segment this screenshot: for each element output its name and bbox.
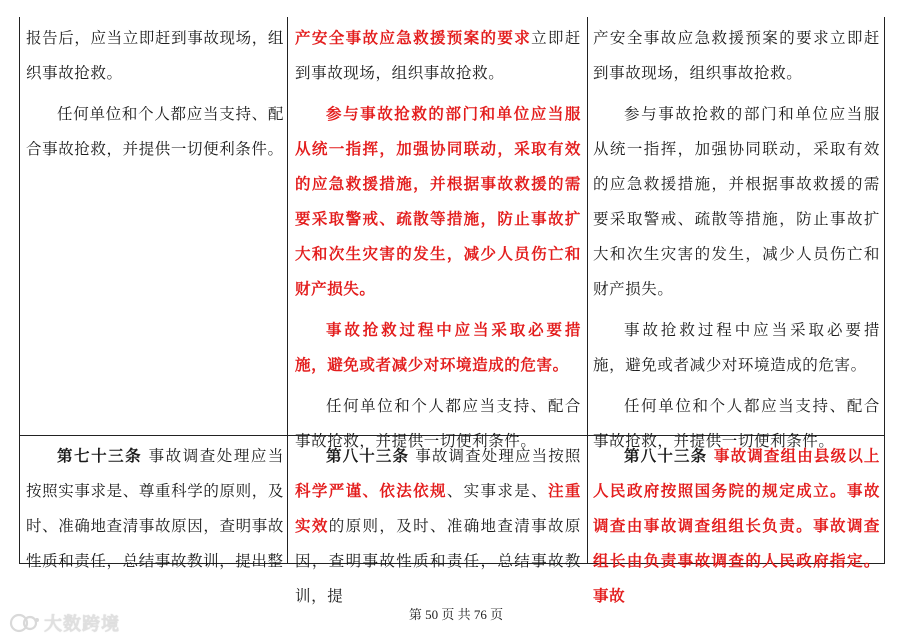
paragraph: 参与事故抢救的部门和单位应当服从统一指挥，加强协同联动，采取有效的应急救援措施，并根据事故救援的需要采取警戒、疏散等措施，防止事故扩大和次生灾害的发生，减少人员伤亡和财产损失。	[593, 105, 880, 298]
article-title: 第八十三条	[624, 447, 708, 465]
text-run: 事故调查处理应当按照实事求是、尊重科学的原则，及时、准确地查清事故原因，查明事故性质和责任，总结事故教训，提出整	[26, 447, 284, 570]
comparison-table	[19, 17, 885, 605]
amended-paragraph: 参与事故抢救的部门和单位应当服从统一指挥，加强协同联动，采取有效的应急救援措施，并根据事故救援的需要采取警戒、疏散等措施，防止事故扩大和次生灾害的发生，减少人员伤亡和财产损失。	[295, 105, 581, 298]
text-run: 的原则，及时、准确地查清事故原因，查明事故性质和责任，总结事故教训，提	[295, 517, 581, 605]
cell-r1-c2	[295, 21, 581, 450]
text-run: 、实事求是、	[446, 482, 549, 500]
paragraph: 产安全事故应急救援预案的要求立即赶到事故现场，组织事故抢救。	[593, 29, 880, 82]
amended-text: 科学严谨、依法依规	[295, 482, 447, 500]
cell-r2-c2	[295, 439, 581, 605]
cell-r1-c3	[593, 21, 880, 450]
amended-text: 产安全事故应急救援预案的要求	[295, 29, 532, 47]
cell-r2-c3	[593, 439, 880, 605]
paragraph: 任何单位和个人都应当支持、配合事故抢救，并提供一切便利条件。	[295, 397, 581, 450]
page-number: 第 50 页 共 76 页	[408, 607, 504, 622]
watermark-text: 大数跨境	[44, 614, 120, 635]
paragraph: 报告后，应当立即赶到事故现场，组织事故抢救。	[26, 29, 284, 82]
column-divider	[587, 17, 588, 563]
amended-text: 事故调查组由县级以上人民政府按照国务院的规定成立。事故调查由事故调查组组长负责。事故调查组长由负责事故调查的人民政府指定。事故	[593, 447, 880, 605]
cell-r2-c1	[26, 439, 284, 570]
paragraph	[295, 439, 581, 614]
paragraph	[593, 439, 880, 614]
paragraph: 事故抢救过程中应当采取必要措施，避免或者减少对环境造成的危害。	[593, 321, 880, 374]
column-divider	[287, 17, 288, 563]
article-title: 第七十三条	[57, 447, 143, 465]
paragraph	[26, 439, 284, 579]
article-title: 第八十三条	[326, 447, 410, 465]
cell-r1-c1	[26, 21, 284, 431]
amended-text: 注重实效	[295, 482, 581, 535]
amended-paragraph: 事故抢救过程中应当采取必要措施，避免或者减少对环境造成的危害。	[295, 321, 581, 374]
text-run: 立即赶到事故现场，组织事故抢救。	[295, 29, 581, 82]
paragraph	[295, 21, 581, 91]
paragraph: 任何单位和个人都应当支持、配合事故抢救，并提供一切便利条件。	[26, 105, 284, 158]
text-run: 事故调查处理应当按照	[409, 447, 581, 465]
paragraph: 任何单位和个人都应当支持、配合事故抢救，并提供一切便利条件。	[593, 397, 880, 450]
